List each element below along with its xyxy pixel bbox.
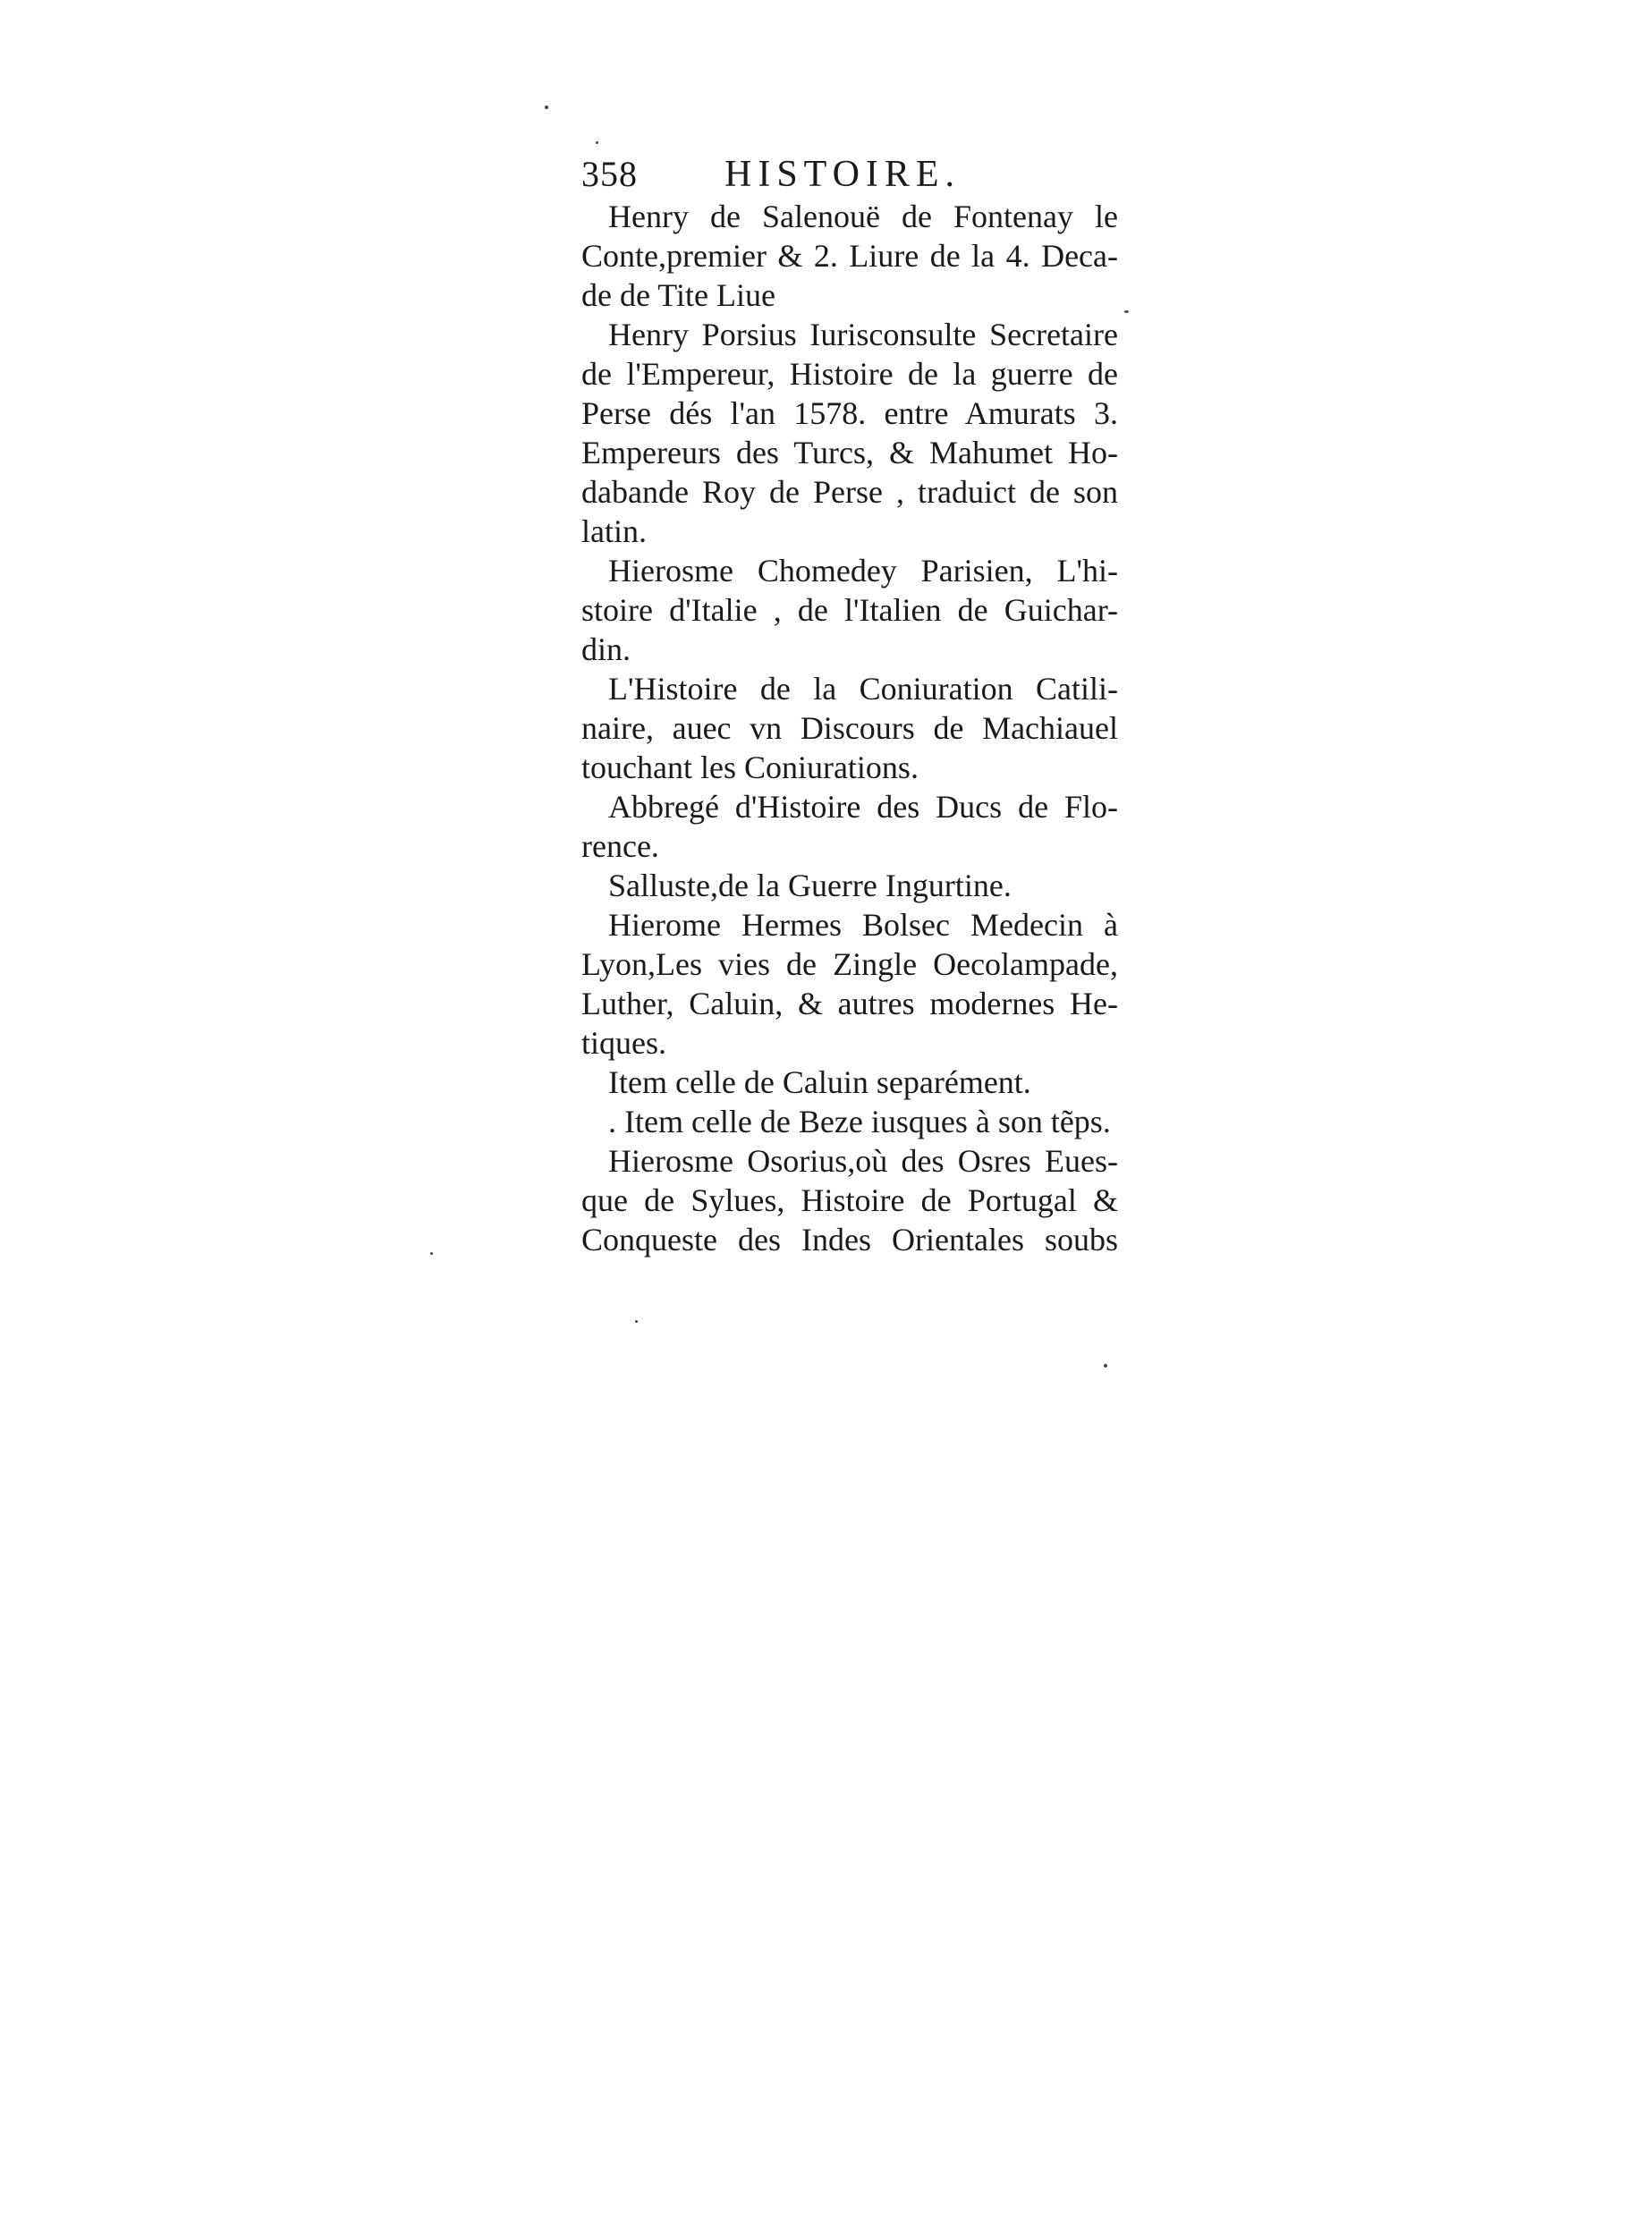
page-header (581, 152, 1118, 197)
text-line: touchant les Coniurations. (581, 750, 919, 785)
text-line: L'Histoire de la Coniuration Catili- (608, 671, 1118, 707)
text-line: Henry de Salenouë de Fontenay le (608, 199, 1118, 234)
text-line: Perse dés l'an 1578. entre Amurats 3. (581, 395, 1118, 431)
running-head: HISTOIRE. (724, 154, 962, 195)
text-line: Hierome Hermes Bolsec Medecin à (608, 907, 1118, 943)
text-line: . Item celle de Beze iusques à son tẽps. (608, 1104, 1111, 1139)
text-line: Lyon,Les vies de Zingle Oecolampade, (581, 946, 1118, 982)
text-line: rence. (581, 828, 659, 864)
scan-speck (1124, 310, 1129, 313)
text-line: de l'Empereur, Histoire de la guerre de (581, 356, 1118, 392)
scan-speck (430, 1252, 433, 1255)
text-line: naire, auec vn Discours de Machiauel (581, 710, 1118, 746)
text-line: Hierosme Osorius,où des Osres Eues- (608, 1143, 1118, 1179)
text-block (581, 197, 1118, 1259)
text-line: de de Tite Liue (581, 277, 775, 313)
text-line: Abbregé d'Histoire des Ducs de Flo- (608, 789, 1118, 825)
text-line: Conqueste des Indes Orientales soubs (581, 1222, 1118, 1258)
text-line: Henry Porsius Iurisconsulte Secretaire (608, 317, 1118, 352)
text-line: Hierosme Chomedey Parisien, L'hi- (608, 553, 1118, 589)
text-line: din. (581, 631, 631, 667)
text-line: dabande Roy de Perse , traduict de son (581, 474, 1118, 510)
text-line: Empereurs des Turcs, & Mahumet Ho- (581, 435, 1118, 470)
text-line: latin. (581, 513, 647, 549)
text-line: tiques. (581, 1025, 666, 1061)
scan-speck (596, 141, 598, 144)
text-line: Item celle de Caluin separément. (608, 1064, 1031, 1100)
text-line: Conte,premier & 2. Liure de la 4. Deca- (581, 238, 1118, 274)
text-line: stoire d'Italie , de l'Italien de Guichar- (581, 592, 1118, 628)
scan-speck (545, 106, 548, 109)
text-line: Sallustе,de la Guerre Ingurtine. (608, 868, 1012, 903)
scan-speck (1104, 1364, 1107, 1368)
text-line: que de Sylues, Histoire de Portugal & (581, 1182, 1118, 1218)
scan-speck (635, 1320, 638, 1323)
page-number: 358 (581, 154, 638, 194)
text-line: Luther, Caluin, & autres modernes He- (581, 986, 1118, 1021)
